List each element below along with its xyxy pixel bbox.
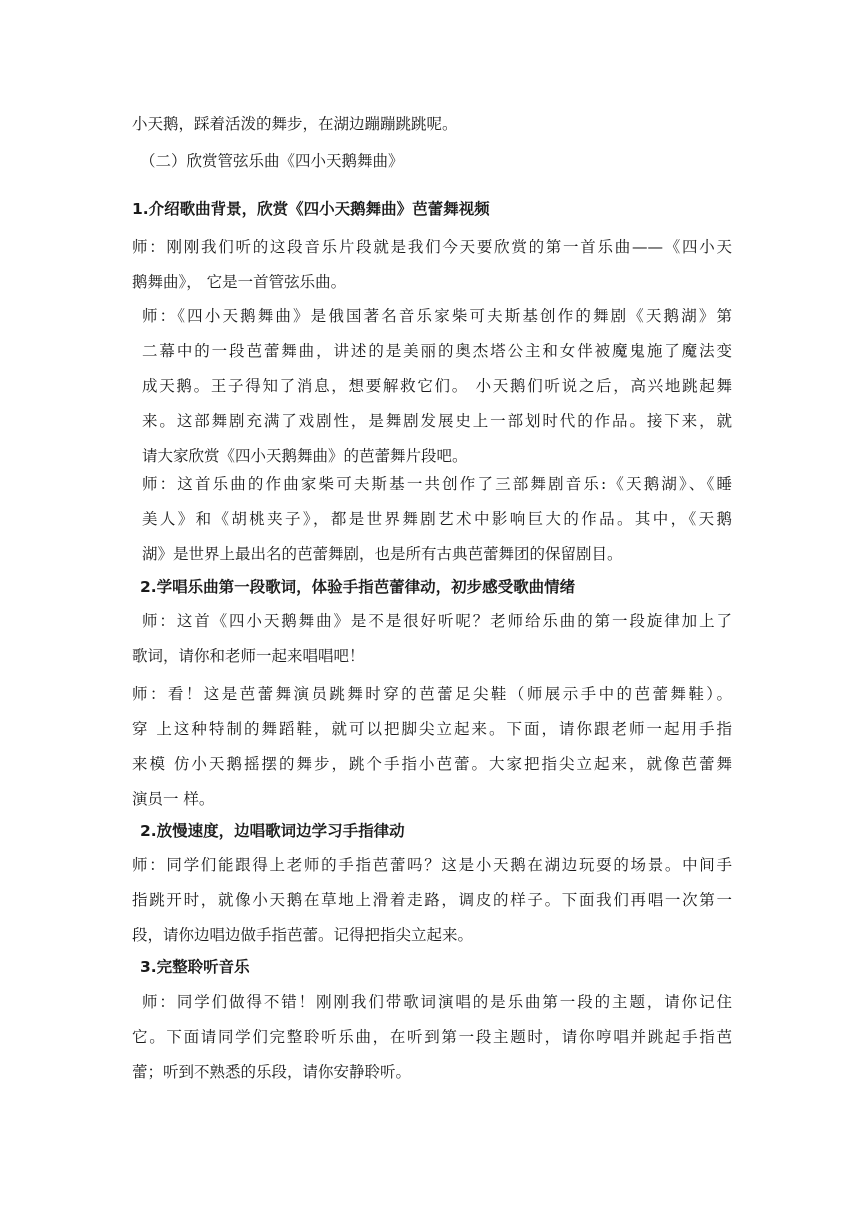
paragraph-1 bbox=[132, 230, 732, 300]
text-line: 师：这首乐曲的作曲家柴可夫斯基一共创作了三部舞剧音乐:《天鹅湖》、《睡 bbox=[142, 475, 732, 493]
text-line: 鹅舞曲》， 它是一首管弦乐曲。 bbox=[132, 273, 347, 291]
text-line: 成天鹅。王子得知了消息，想要解救它们。 小天鹅们听说之后，高兴地跳起舞 bbox=[142, 377, 732, 395]
text-line: 师：看！这是芭蕾舞演员跳舞时穿的芭蕾足尖鞋（师展示手中的芭蕾舞鞋）。 bbox=[132, 685, 732, 703]
text-line: 小天鹅，踩着活泼的舞步，在湖边蹦蹦跳跳呢。 bbox=[132, 115, 458, 133]
text-line: 美人》和《胡桃夹子》，都是世界舞剧艺术中影响巨大的作品。其中，《天鹅 bbox=[142, 510, 732, 528]
paragraph-6 bbox=[132, 848, 732, 953]
text-line: 师：同学们能跟得上老师的手指芭蕾吗？这是小天鹅在湖边玩耍的场景。中间手 bbox=[132, 856, 732, 874]
text-line: 来。这部舞剧充满了戏剧性，是舞剧发展史上一部划时代的作品。接下来，就 bbox=[142, 412, 732, 430]
subheading-3: 3.完整聆听音乐 bbox=[140, 958, 250, 976]
text-line: 二幕中的一段芭蕾舞曲，讲述的是美丽的奥杰塔公主和女伴被魔鬼施了魔法变 bbox=[142, 342, 732, 360]
section-heading: （二）欣赏管弦乐曲《四小天鹅舞曲》 bbox=[140, 152, 404, 170]
text-line: 指跳开时，就像小天鹅在草地上滑着走路，调皮的样子。下面我们再唱一次第一 bbox=[132, 891, 732, 909]
text-line: 蕾；听到不熟悉的乐段，请你安静聆听。 bbox=[132, 1063, 412, 1081]
text-line: 湖》是世界上最出名的芭蕾舞剧，也是所有古典芭蕾舞团的保留剧目。 bbox=[142, 545, 623, 563]
paragraph-7 bbox=[132, 985, 732, 1090]
paragraph-intro bbox=[132, 107, 732, 142]
text-line: 它。下面请同学们完整聆听乐曲，在听到第一段主题时，请你哼唱并跳起手指芭 bbox=[132, 1028, 732, 1046]
text-line: 师：同学们做得不错！刚刚我们带歌词演唱的是乐曲第一段的主题，请你记住 bbox=[142, 993, 732, 1011]
paragraph-4 bbox=[132, 604, 732, 674]
paragraph-3 bbox=[132, 467, 732, 572]
text-line: 师：这首《四小天鹅舞曲》是不是很好听呢？老师给乐曲的第一段旋律加上了 bbox=[142, 612, 732, 630]
text-line: 歌词，请你和老师一起来唱唱吧！ bbox=[132, 647, 365, 665]
text-line: 穿 上这种特制的舞蹈鞋，就可以把脚尖立起来。下面，请你跟老师一起用手指 bbox=[132, 720, 732, 738]
text-line: 师：刚刚我们听的这段音乐片段就是我们今天要欣赏的第一首乐曲——《四小天 bbox=[132, 238, 732, 256]
text-line: 请大家欣赏《四小天鹅舞曲》的芭蕾舞片段吧。 bbox=[142, 447, 468, 465]
subheading-2b: 2.放慢速度，边唱歌词边学习手指律动 bbox=[140, 822, 405, 840]
subheading-2a: 2.学唱乐曲第一段歌词，体验手指芭蕾律动，初步感受歌曲情绪 bbox=[140, 578, 576, 596]
text-line: 师：《四小天鹅舞曲》是俄国著名音乐家柴可夫斯基创作的舞剧《天鹅湖》第 bbox=[142, 307, 732, 325]
subheading-1: 1.介绍歌曲背景，欣赏《四小天鹅舞曲》芭蕾舞视频 bbox=[132, 200, 490, 218]
text-line: 来模 仿小天鹅摇摆的舞步，跳个手指小芭蕾。大家把指尖立起来，就像芭蕾舞 bbox=[132, 755, 732, 773]
text-line: 段，请你边唱边做手指芭蕾。记得把指尖立起来。 bbox=[132, 926, 474, 944]
paragraph-5 bbox=[132, 677, 732, 817]
text-line: 演员一 样。 bbox=[132, 790, 215, 808]
paragraph-2 bbox=[132, 299, 732, 474]
